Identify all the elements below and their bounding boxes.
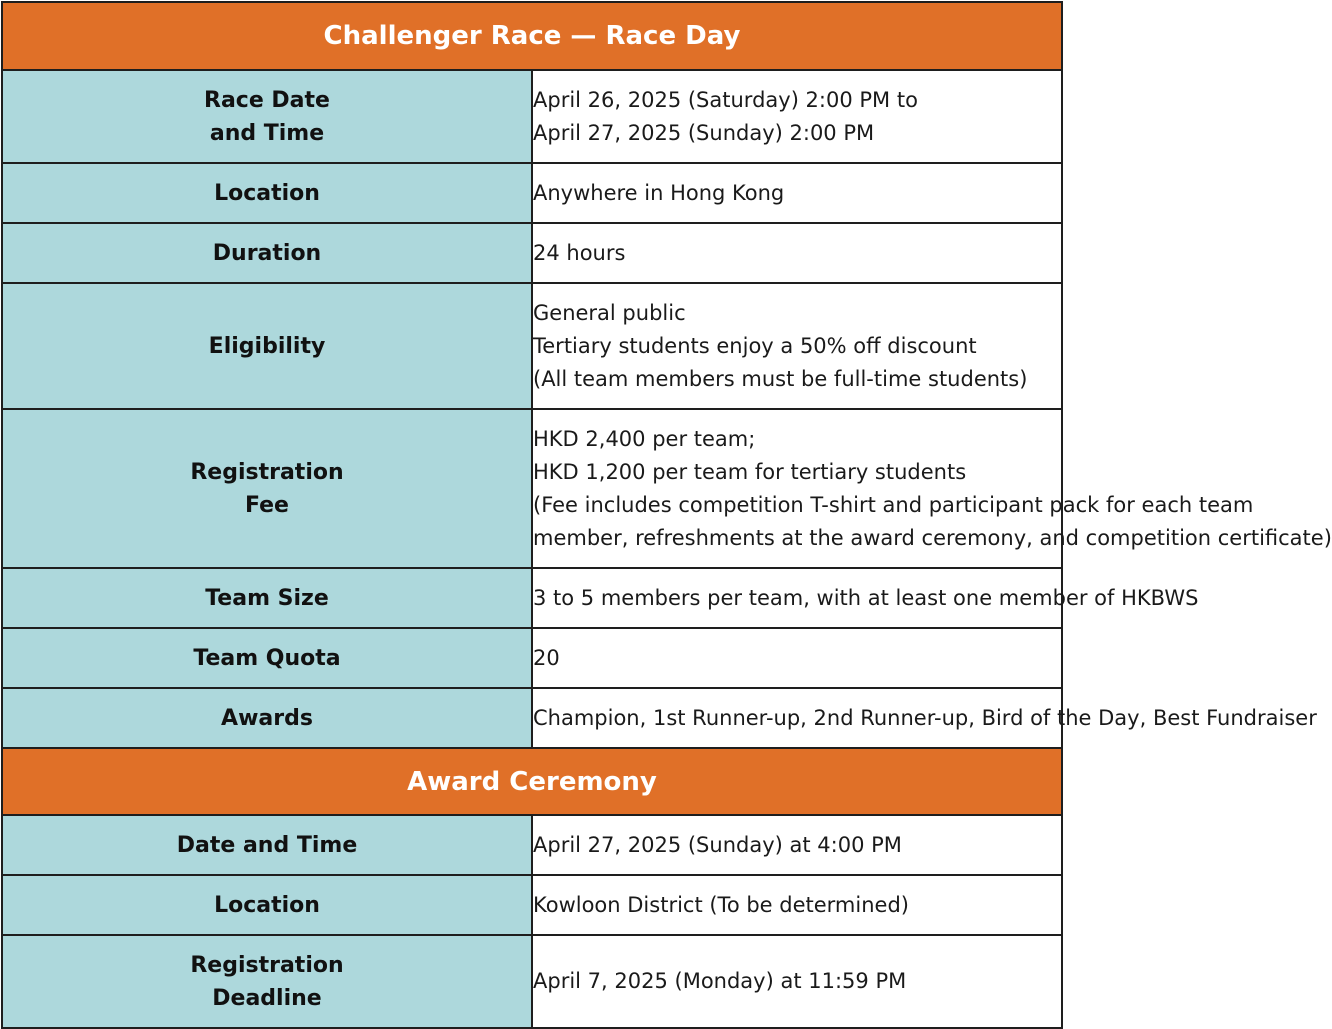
value-line: (All team members must be full-time students) [533, 366, 1028, 391]
value-line: Champion, 1st Runner-up, 2nd Runner-up, Bird of the Day, Best Fundraiser [533, 705, 1317, 730]
team-quota-label [2, 628, 532, 688]
table-row [2, 223, 1062, 283]
value-line: April 7, 2025 (Monday) at 11:59 PM [533, 969, 907, 993]
value-line: April 27, 2025 (Sunday) at 4:00 PM [533, 832, 902, 857]
label-line: Fee [245, 492, 289, 518]
value-line: 3 to 5 members per team, with at least one member of HKBWS [533, 585, 1199, 610]
label-line: Location [214, 892, 320, 918]
label-line: Eligibility [208, 333, 326, 359]
ceremony-date-label [2, 815, 532, 875]
label-line: Team Quota [193, 645, 341, 671]
registration-fee-value [532, 409, 1332, 568]
eligibility-label [2, 283, 532, 409]
value-line: 24 hours [533, 240, 626, 265]
label-line: Date and Time [176, 832, 358, 858]
value-line: 20 [533, 645, 560, 670]
value-line: April 26, 2025 (Saturday) 2:00 PM to [533, 87, 918, 112]
label-line: Deadline [212, 985, 322, 1011]
label-line: Race Date [204, 87, 330, 113]
label-line: Registration [190, 952, 344, 978]
registration-deadline-label [2, 935, 532, 1028]
value-line: April 27, 2025 (Sunday) 2:00 PM [533, 120, 875, 145]
label-line: Awards [221, 705, 313, 731]
team-size-label [2, 568, 532, 628]
awards-label [2, 688, 532, 748]
duration-label [2, 223, 532, 283]
team-quota-value [532, 628, 1062, 688]
location-label [2, 163, 532, 223]
label-line: Team Size [205, 585, 329, 611]
label-line: Registration [190, 459, 344, 485]
table-row [2, 628, 1062, 688]
race-date-value [532, 70, 1062, 163]
table-row [2, 815, 1062, 875]
value-line: member, refreshments at the award ceremony, and competition certificate) [533, 525, 1332, 550]
team-size-value [532, 568, 1199, 628]
registration-fee-label [2, 409, 532, 568]
value-line: HKD 1,200 per team for tertiary students [533, 459, 967, 484]
value-line: Kowloon District (To be determined) [533, 892, 909, 917]
ceremony-location-value [532, 875, 1062, 935]
value-line: General public [533, 300, 686, 325]
value-line: (Fee includes competition T-shirt and participant pack for each team [533, 492, 1254, 517]
table-row [2, 283, 1062, 409]
ceremony-date-value [532, 815, 1062, 875]
eligibility-value [532, 283, 1062, 409]
event-info-table [1, 1, 1332, 1029]
value-line: Tertiary students enjoy a 50% off discount [533, 333, 977, 358]
table-row [2, 935, 1062, 1028]
race-day-header: Challenger Race — Race Day [2, 2, 1062, 70]
registration-deadline-value [532, 935, 1062, 1028]
table-row [2, 163, 1062, 223]
table-row [2, 568, 1062, 628]
award-ceremony-header: Award Ceremony [2, 748, 1062, 815]
table-row [2, 409, 1062, 568]
label-line: and Time [209, 120, 325, 146]
label-line: Duration [212, 240, 322, 266]
race-date-label [2, 70, 532, 163]
awards-value [532, 688, 1317, 748]
table-row [2, 70, 1062, 163]
label-line: Location [214, 180, 320, 206]
ceremony-location-label [2, 875, 532, 935]
duration-value [532, 223, 1062, 283]
location-value [532, 163, 1062, 223]
value-line: HKD 2,400 per team; [533, 426, 756, 451]
table-row [2, 688, 1062, 748]
table-row [2, 875, 1062, 935]
value-line: Anywhere in Hong Kong [533, 180, 785, 205]
